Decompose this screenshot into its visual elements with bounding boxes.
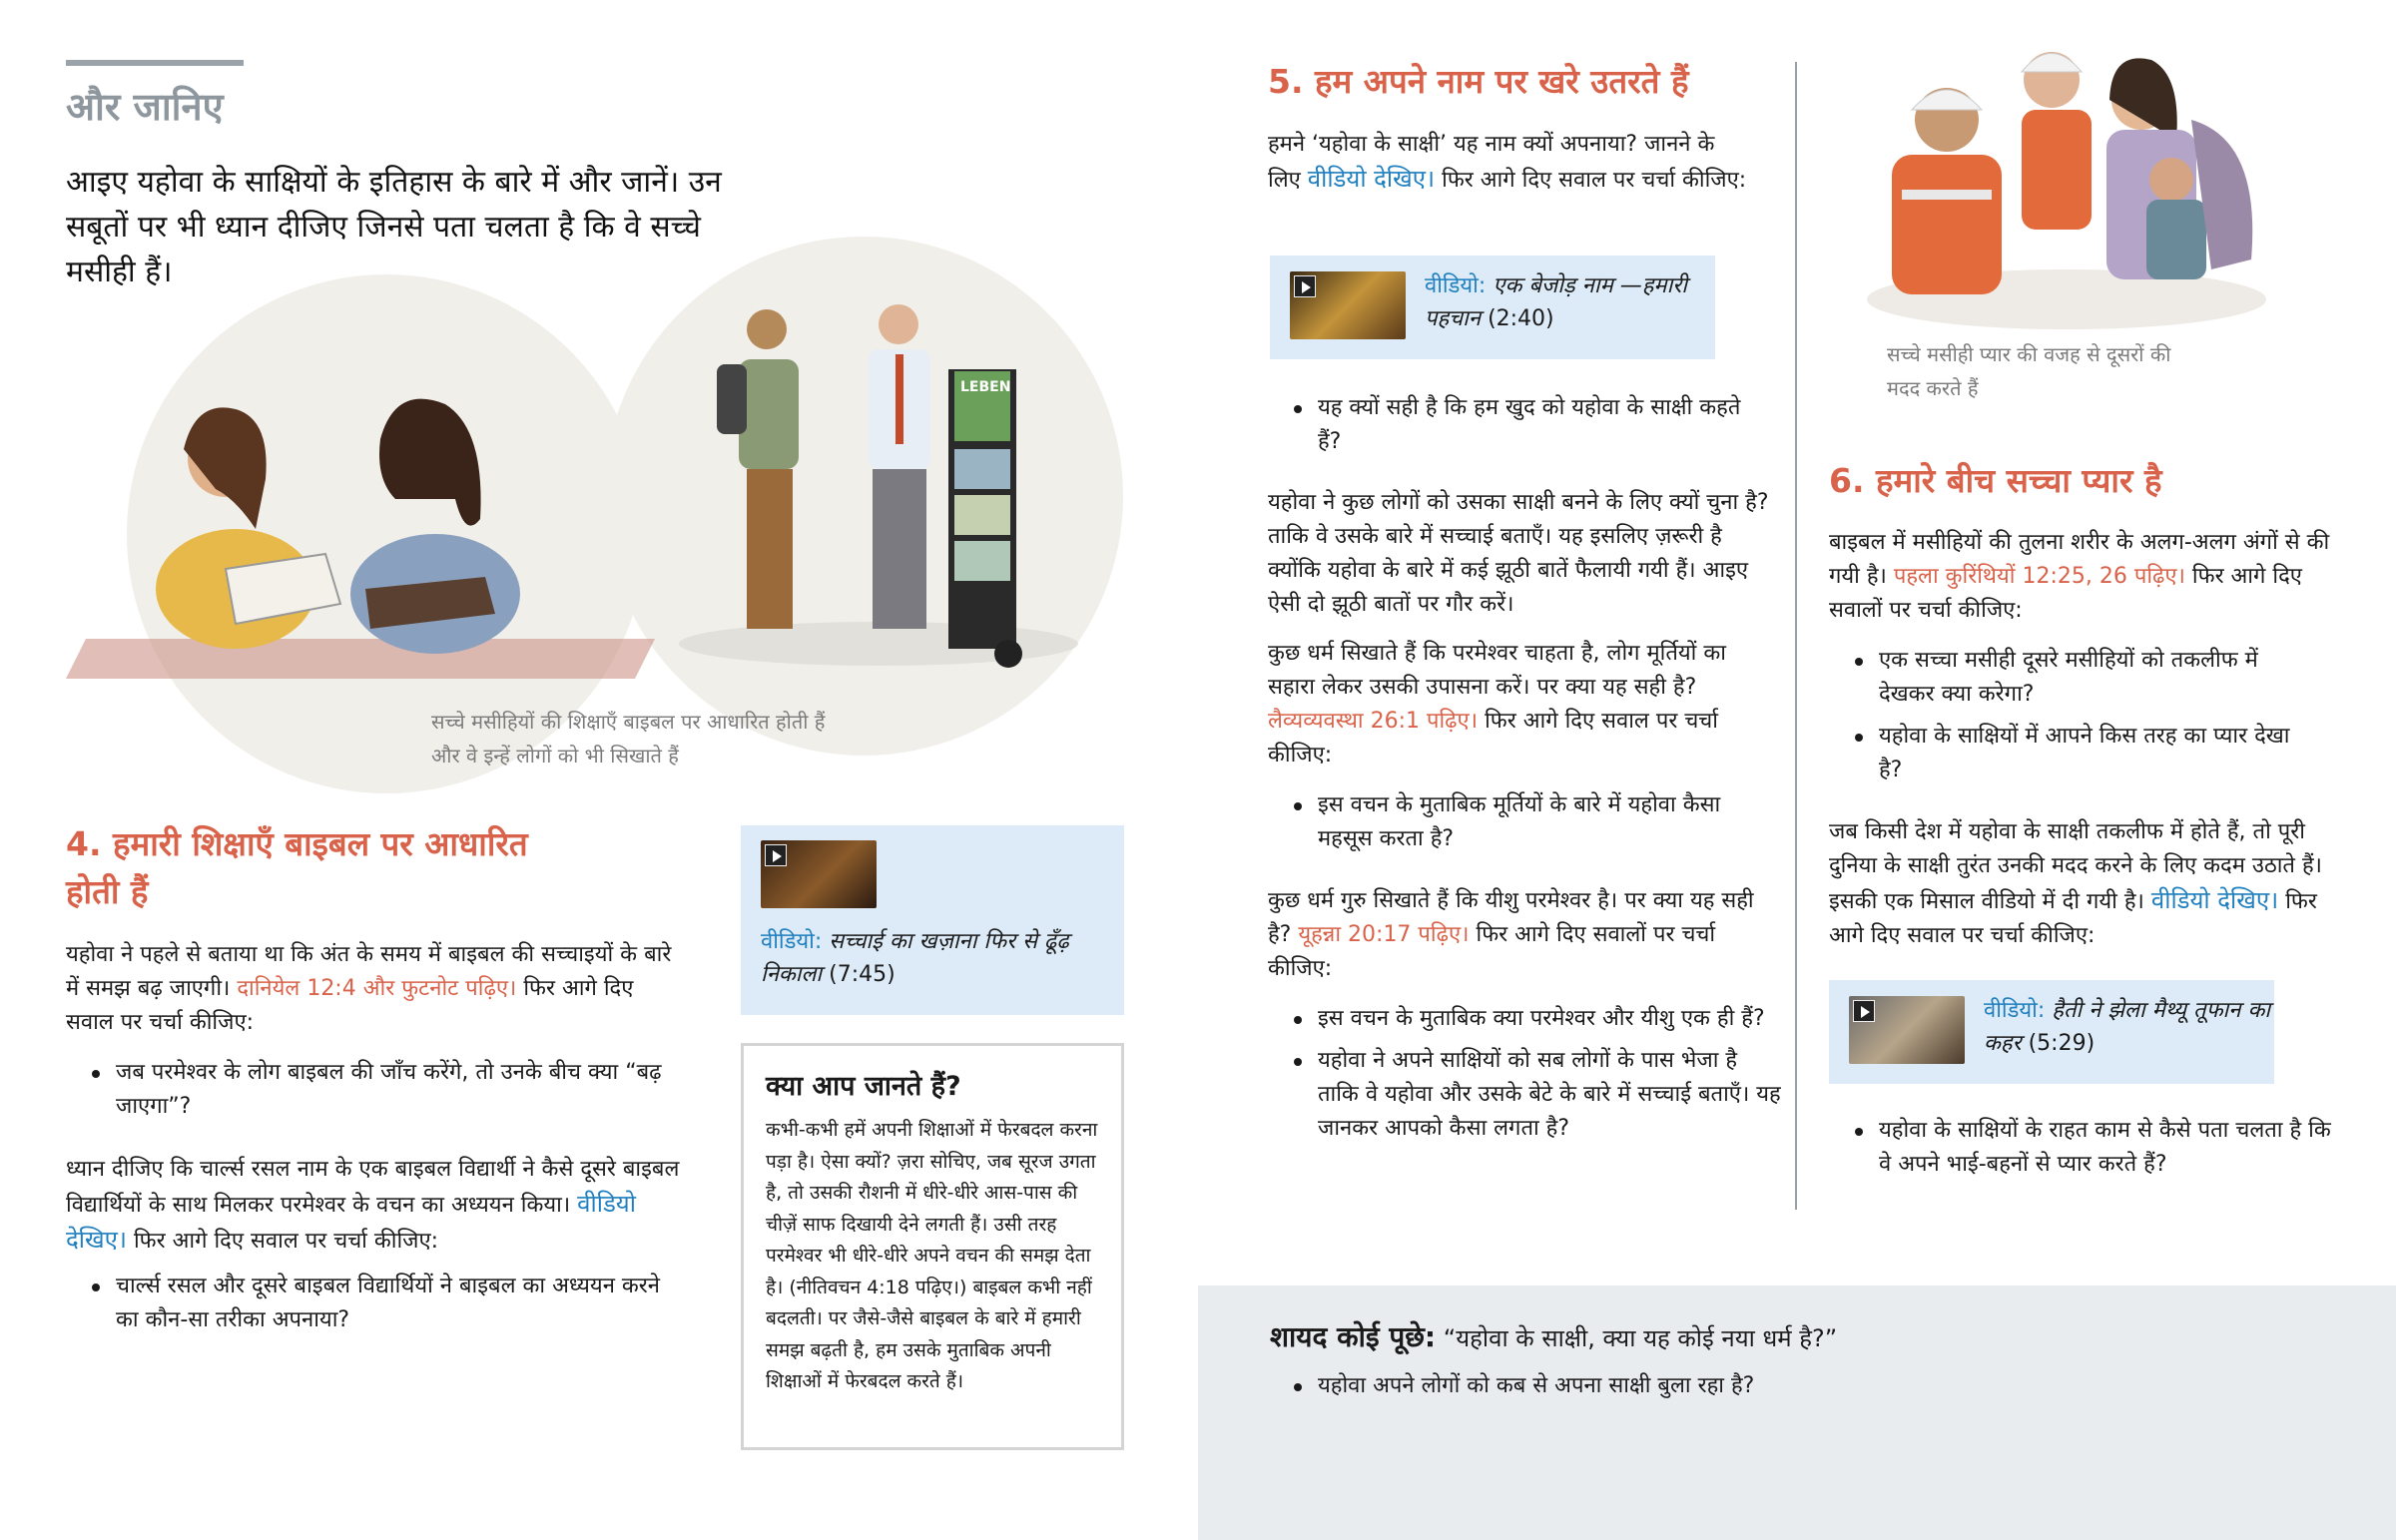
did-you-know-body: कभी-कभी हमें अपनी शिक्षाओं में फेरबदल करना पड़ा है। ऐसा क्यों? ज़रा सोचिए, जब सूरज उगता है, तो उसकी रौशनी में धीरे-धीरे आस-पास की चीज़ें साफ दिखायी देने लगती हैं। उसी तरह परमेश्वर भी धीरे-धीरे अपने वचन की समझ देता है। (नीतिवचन 4:18 पढ़िए।) बाइबल कभी नहीं बदलती। पर जैसे-जैसे बाइबल के बारे में हमारी समझ बढ़ती है, हम उसके मुताबिक अपनी शिक्षाओं में फेरबदल करते हैं। xyxy=(766,1119,1098,1392)
question-item: यह क्यों सही है कि हम खुद को यहोवा के साक्षी कहते हैं? xyxy=(1292,391,1751,459)
paragraph-text: यहोवा ने पहले से बताया था कि अंत के समय में बाइबल की सच्चाइयों के बारे में समझ बढ़ जाएगी। xyxy=(66,942,672,1001)
women-studying-illustration xyxy=(66,349,665,689)
video-duration: (2:40) xyxy=(1488,306,1554,331)
section-5-paragraph-3 xyxy=(1268,637,1777,772)
video-card[interactable] xyxy=(741,825,1124,1015)
did-you-know-title: क्या आप जानते हैं? xyxy=(766,1071,961,1102)
video-thumbnail[interactable] xyxy=(1290,271,1406,339)
photo-caption: सच्चे मसीहियों की शिक्षाएँ बाइबल पर आधारित होती हैं और वे इन्हें लोगों को भी सिखाते हैं xyxy=(431,710,826,768)
play-icon[interactable] xyxy=(765,844,787,866)
paragraph-text: फिर आगे दिए सवाल पर चर्चा कीजिए: xyxy=(1268,709,1718,768)
question-list xyxy=(1292,1002,1781,1154)
paragraph-text: हमने ‘यहोवा के साक्षी’ यह नाम क्यों अपनाया? जानने के लिए xyxy=(1268,132,1715,193)
question-list xyxy=(1853,644,2312,795)
paragraph-text: फिर आगे दिए सवाल पर चर्चा कीजिए: xyxy=(1829,889,2317,948)
question-item: जब परमेश्वर के लोग बाइबल की जाँच करेंगे, तो उनके बीच क्या “बढ़ जाएगा”? xyxy=(90,1056,689,1124)
question-item: इस वचन के मुताबिक मूर्तियों के बारे में यहोवा कैसा महसूस करता है? xyxy=(1292,788,1751,856)
question-list xyxy=(1853,1114,2342,1190)
watch-video-link[interactable]: वीडियो देखिए। xyxy=(66,1190,636,1254)
cart-witnessing-illustration xyxy=(679,299,1118,679)
video-title: हैती ने झेला मैथ्यू तूफान का कहर xyxy=(1984,998,2271,1056)
section-5-paragraph-1 xyxy=(1268,128,1747,198)
video-thumbnail[interactable] xyxy=(1849,996,1965,1064)
video-caption[interactable] xyxy=(1425,269,1714,335)
intro-paragraph: आइए यहोवा के साक्षियों के इतिहास के बारे में और जानें। उन सबूतों पर भी ध्यान दीजिए जिनसे पता चलता है कि वे सच्चे मसीही हैं। xyxy=(66,165,722,289)
scripture-link[interactable]: दानियेल 12:4 और फुटनोट पढ़िए। xyxy=(237,976,517,1001)
cart-sign-text: LEBEN xyxy=(960,379,1011,395)
paragraph-text: फिर आगे दिए सवाल पर चर्चा कीजिए: xyxy=(133,1229,439,1254)
paragraph-text: बाइबल में मसीहियों की तुलना शरीर के अलग-अलग अंगों से की गयी है। xyxy=(1829,530,2330,589)
paragraph-text: फिर आगे दिए सवालों पर चर्चा कीजिए: xyxy=(1268,922,1716,981)
question-item: यहोवा के साक्षियों में आपने किस तरह का प्यार देखा है? xyxy=(1853,720,2312,787)
section-5-paragraph-4 xyxy=(1268,884,1777,986)
photo-caption: सच्चे मसीही प्यार की वजह से दूसरों की मदद करते हैं xyxy=(1887,342,2171,400)
section-rule xyxy=(66,60,244,66)
question-item: इस वचन के मुताबिक क्या परमेश्वर और यीशु एक ही हैं? xyxy=(1292,1002,1781,1036)
scripture-link[interactable]: लैव्यव्यवस्था 26:1 पढ़िए। xyxy=(1268,709,1479,734)
paragraph-text: कुछ धर्म सिखाते हैं कि परमेश्वर चाहता है, लोग मूर्तियों का सहारा लेकर उसकी उपासना करें। पर क्या यह सही है? xyxy=(1268,641,1726,700)
someone-may-ask-label: शायद कोई पूछे: xyxy=(1270,1320,1437,1353)
watch-video-link[interactable]: वीडियो देखिए। xyxy=(1307,165,1436,193)
video-duration: (7:45) xyxy=(829,962,896,987)
video-caption[interactable] xyxy=(1984,994,2273,1060)
section-4-paragraph-1 xyxy=(66,938,685,1040)
play-icon[interactable] xyxy=(1294,275,1316,297)
question-item: यहोवा ने अपने साक्षियों को सब लोगों के पास भेजा है ताकि वे यहोवा और उसके बेटे के बारे में सच्चाई बताएँ। यह जानकर आपको कैसा लगता है? xyxy=(1292,1044,1781,1146)
question-item: एक सच्चा मसीही दूसरे मसीहियों को तकलीफ में देखकर क्या करेगा? xyxy=(1853,644,2312,712)
section-6-paragraph-2 xyxy=(1829,815,2348,953)
video-duration: (5:29) xyxy=(2028,1031,2096,1056)
paragraph-text: फिर आगे दिए सवाल पर चर्चा कीजिए: xyxy=(66,976,634,1035)
video-title: सच्चाई का खज़ाना फिर से ढूँढ़ निकाला xyxy=(761,929,1069,987)
section-4-title: 4. हमारी शिक्षाएँ बाइबल पर आधारित होती हैं xyxy=(66,824,528,911)
paragraph-text: कुछ धर्म गुरु सिखाते हैं कि यीशु परमेश्वर है। पर क्या यह सही है? xyxy=(1268,888,1754,947)
question-list xyxy=(1292,788,1751,864)
video-thumbnail[interactable] xyxy=(761,840,877,908)
someone-may-ask xyxy=(1270,1319,2368,1356)
paragraph-text: ध्यान दीजिए कि चार्ल्स रसल नाम के एक बाइबल विद्यार्थी ने कैसे दूसरे बाइबल विद्यार्थियों के साथ मिलकर परमेश्वर के वचन का अध्ययन किया। xyxy=(66,1157,680,1218)
scripture-link[interactable]: यूहन्ना 20:17 पढ़िए। xyxy=(1298,922,1470,947)
section-4-paragraph-2 xyxy=(66,1153,685,1259)
question-list xyxy=(1292,391,1751,467)
question-item: यहोवा अपने लोगों को कब से अपना साक्षी बुला रहा है? xyxy=(1292,1369,2190,1403)
more-heading: और जानिए xyxy=(66,85,224,129)
video-label: वीडियो: xyxy=(1425,273,1487,298)
question-item: यहोवा के साक्षियों के राहत काम से कैसे पता चलता है कि वे अपने भाई-बहनों से प्यार करते हैं? xyxy=(1853,1114,2342,1182)
question-list xyxy=(90,1270,689,1345)
question-list xyxy=(1292,1369,2190,1411)
section-5-title: 5. हम अपने नाम पर खरे उतरते हैं xyxy=(1268,62,1689,101)
column-divider xyxy=(1795,62,1797,1210)
video-card[interactable] xyxy=(1829,980,2274,1084)
scripture-link[interactable]: पहला कुरिंथियों 12:25, 26 पढ़िए। xyxy=(1893,564,2185,589)
did-you-know-box xyxy=(741,1043,1124,1450)
video-label: वीडियो: xyxy=(761,929,823,954)
someone-may-ask-question: “यहोवा के साक्षी, क्या यह कोई नया धर्म है?” xyxy=(1443,1324,1838,1352)
section-6-paragraph-1 xyxy=(1829,526,2348,628)
question-item: चार्ल्स रसल और दूसरे बाइबल विद्यार्थियों ने बाइबल का अध्ययन करने का कौन-सा तरीका अपनाया? xyxy=(90,1270,689,1337)
paragraph-text: जब किसी देश में यहोवा के साक्षी तकलीफ में होते हैं, तो पूरी दुनिया के साक्षी तुरंत उनकी मदद करने के लिए कदम उठाते हैं। इसकी एक मिसाल वीडियो में दी गयी है। xyxy=(1829,819,2322,914)
video-label: वीडियो: xyxy=(1984,998,2046,1023)
video-caption[interactable] xyxy=(761,925,1110,991)
section-6-title: 6. हमारे बीच सच्चा प्यार है xyxy=(1829,461,2162,500)
paragraph-text: फिर आगे दिए सवालों पर चर्चा कीजिए: xyxy=(1829,564,2302,623)
question-list xyxy=(90,1056,689,1132)
play-icon[interactable] xyxy=(1853,1000,1875,1022)
paragraph-text: फिर आगे दिए सवाल पर चर्चा कीजिए: xyxy=(1442,168,1747,193)
video-card[interactable] xyxy=(1270,256,1715,359)
relief-workers-illustration xyxy=(1842,30,2291,329)
section-5-paragraph-2: यहोवा ने कुछ लोगों को उसका साक्षी बनने के लिए क्यों चुना है? ताकि वे उसके बारे में सच्चाई बताएँ। यह इसलिए ज़रूरी है क्योंकि यहोवा के बारे में कई झूठी बातें फैलायी गयी हैं। आइए ऐसी दो झूठी बातों पर गौर करें। xyxy=(1268,490,1769,617)
video-title: एक बेजोड़ नाम —हमारी पहचान xyxy=(1425,273,1687,331)
watch-video-link[interactable]: वीडियो देखिए। xyxy=(2150,886,2279,914)
